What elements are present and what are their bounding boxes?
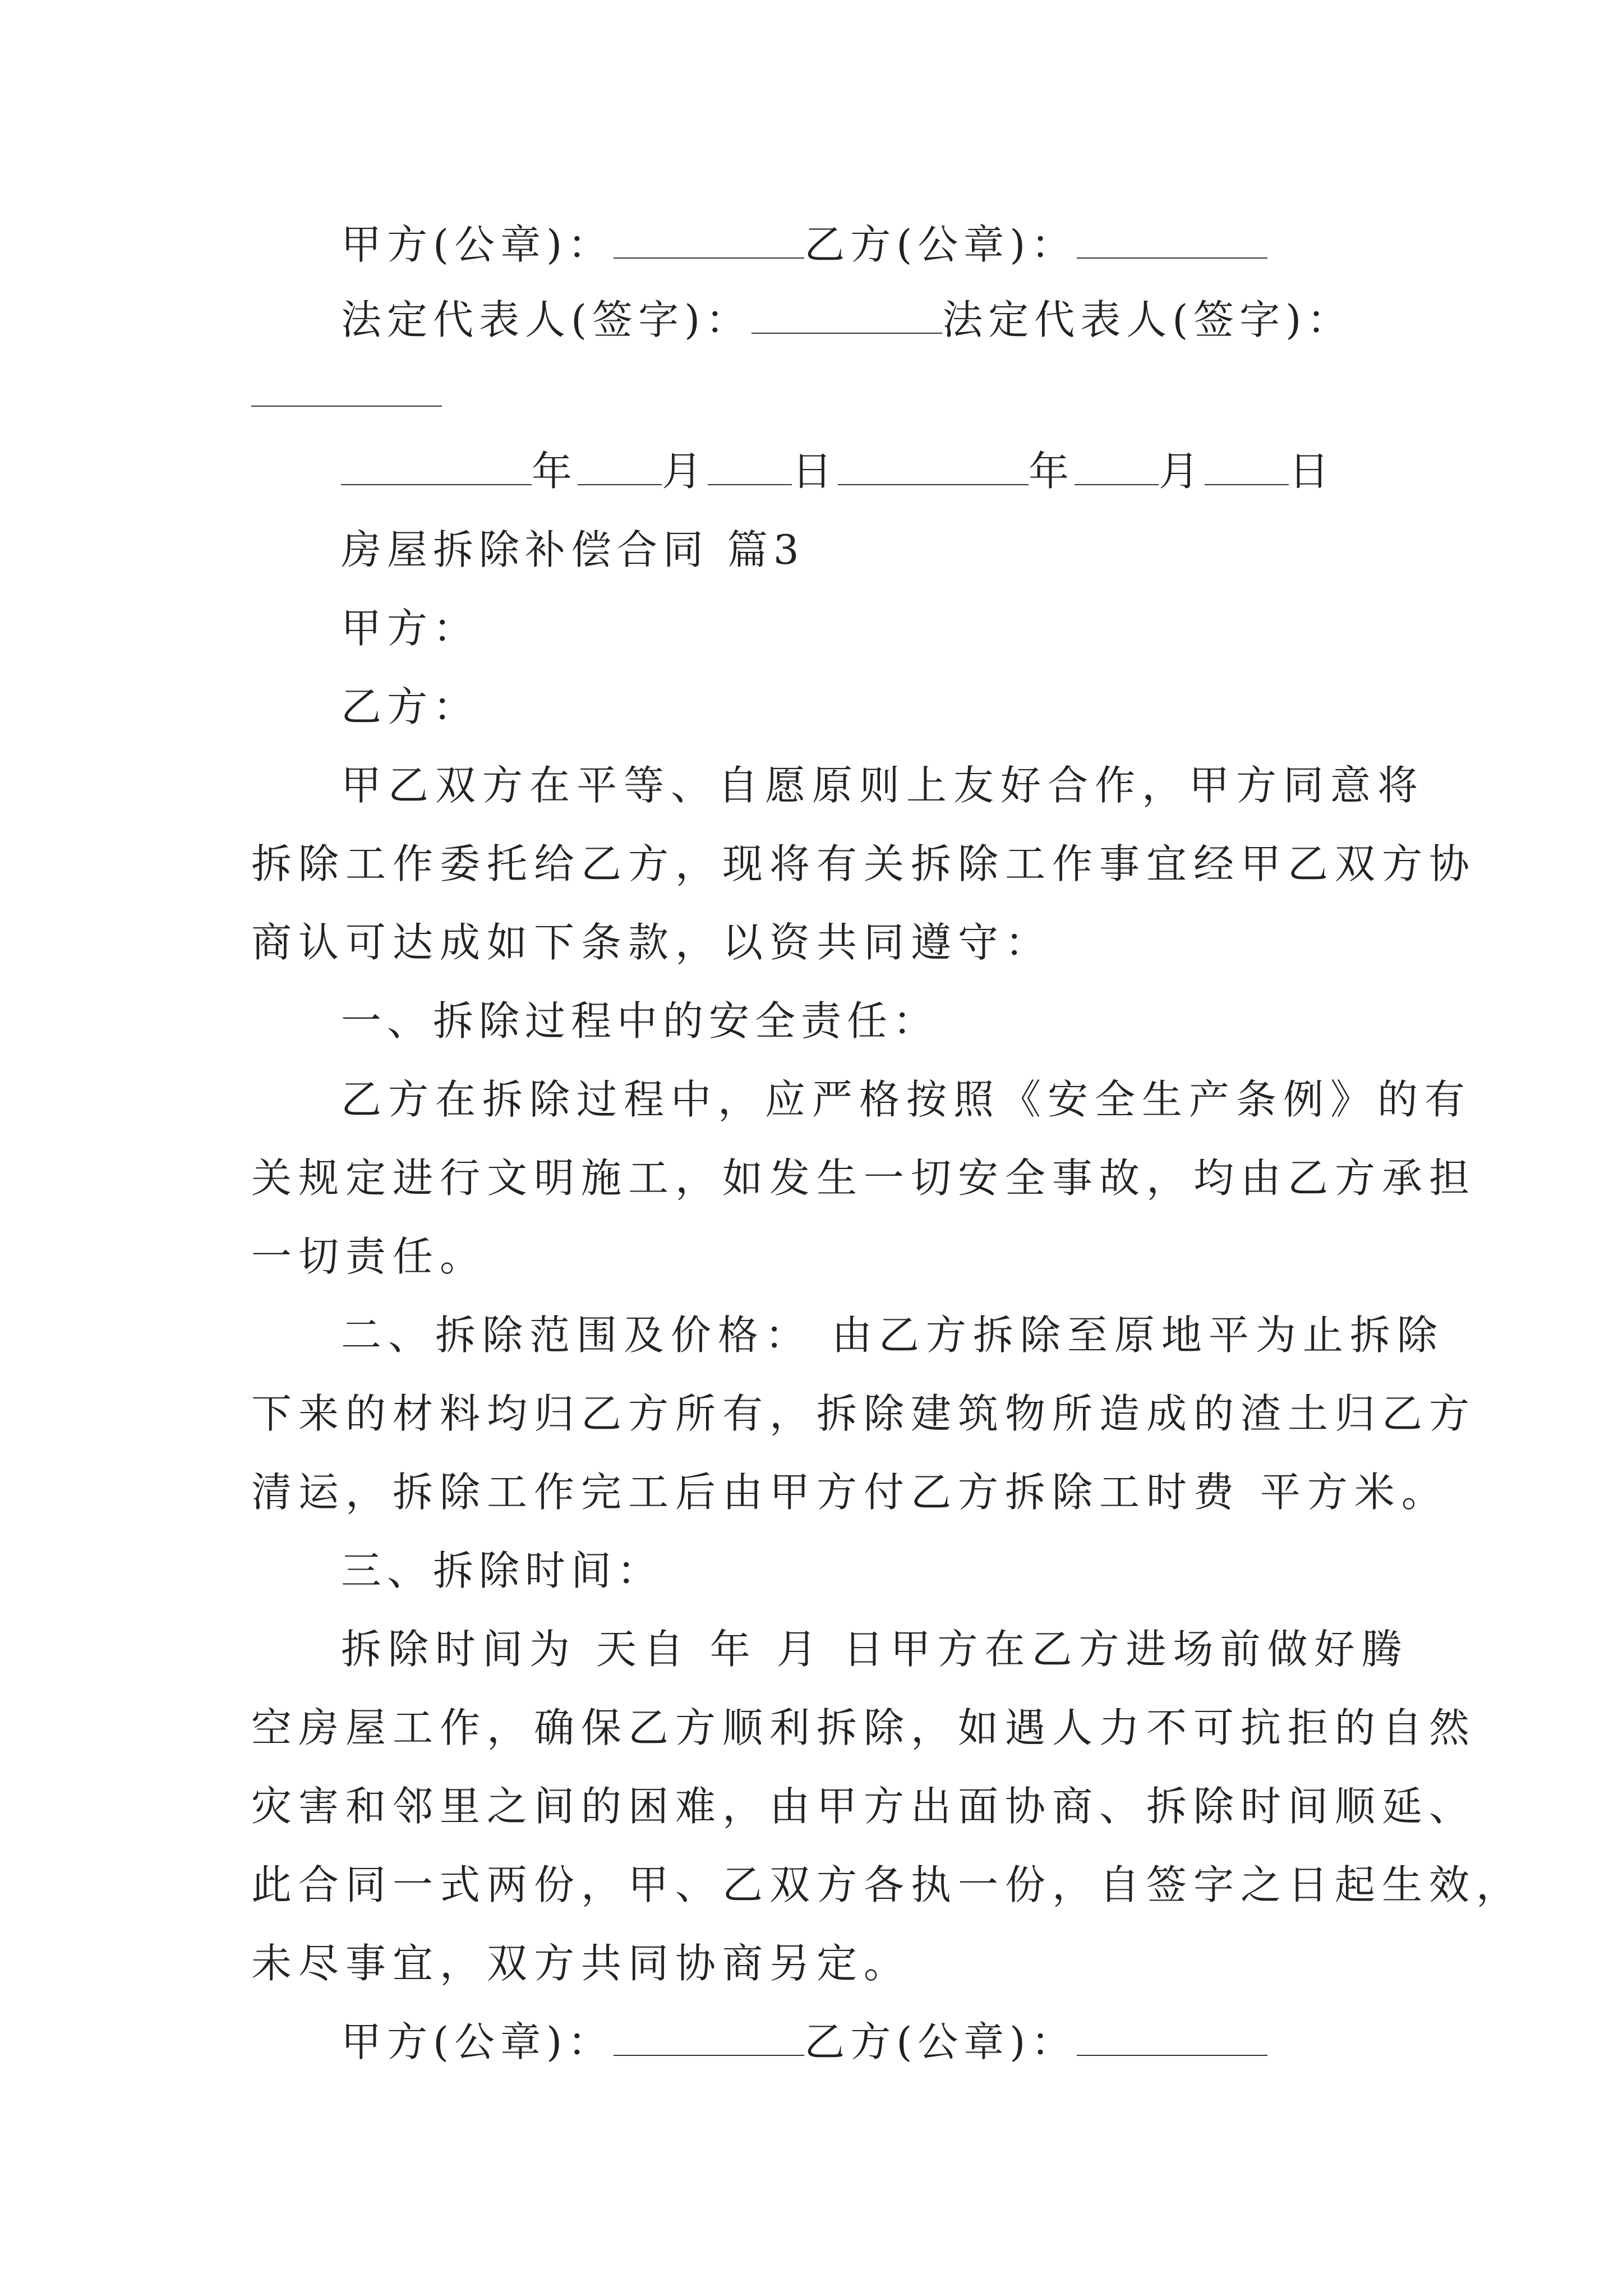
clause-2-line: 二、拆除范围及价格： 由乙方拆除至原地平为止拆除 [341,1312,1444,1359]
day-label-a: 日 [792,448,838,495]
clause-1-line: 乙方在拆除过程中，应严格按照《安全生产条例》的有 [341,1076,1472,1123]
clause-3-line: 未尽事宜，双方共同协商另定。 [251,1940,911,1987]
clause-3-line: 灾害和邻里之间的困难，由甲方出面协商、拆除时间顺延、 [251,1783,1477,1830]
clause-3-line: 此合同一式两份，甲、乙双方各执一份，自签字之日起生效， [251,1861,1524,1908]
clause-3-line: 空房屋工作，确保乙方顺利拆除，如遇人力不可抗拒的自然 [251,1704,1477,1751]
party-a-label: 甲方： [341,605,479,652]
clause-3-title: 三、拆除时间： [341,1547,663,1594]
party-a-seal-blank [614,223,804,259]
party-b-label: 乙方： [341,683,479,730]
party-a-seal-blank [614,2020,804,2056]
intro-line: 商认可达成如下条款，以资共同遵守： [251,919,1053,966]
date-line [341,443,1335,499]
seal-line [341,217,1267,273]
month-label-b: 月 [1159,448,1205,495]
year-blank-b [838,449,1029,485]
party-a-seal-label: 甲方(公章)： [341,221,614,268]
party-b-seal-label: 乙方(公章)： [804,2018,1077,2065]
party-b-seal-blank [1077,223,1267,259]
year-blank-a [341,449,532,485]
clause-1-line: 关规定进行文明施工，如发生一切安全事故，均由乙方承担 [251,1154,1477,1202]
party-b-rep-label: 法定代表人(签字)： [942,296,1353,343]
seal-line-bottom [341,2014,1267,2070]
party-b-rep-blank [251,371,442,407]
day-blank-a [708,449,792,485]
day-label-b: 日 [1289,448,1335,495]
party-b-seal-blank [1077,2020,1267,2056]
section-heading: 房屋拆除补偿合同 篇3 [341,526,805,573]
clause-2-line: 下来的材料均归乙方所有，拆除建筑物所造成的渣土归乙方 [251,1390,1477,1437]
clause-1-title: 一、拆除过程中的安全责任： [341,997,939,1045]
clause-2-line: 清运，拆除工作完工后由甲方付乙方拆除工时费 平方米。 [251,1469,1449,1516]
month-blank-a [578,449,662,485]
day-blank-b [1205,449,1289,485]
representative-blank-line [251,365,442,421]
intro-line: 甲乙双方在平等、自愿原则上友好合作，甲方同意将 [341,762,1425,809]
party-a-seal-label: 甲方(公章)： [341,2018,614,2065]
party-a-rep-blank [751,298,942,334]
representative-line [341,292,1353,348]
clause-1-line: 一切责任。 [251,1233,487,1280]
intro-line: 拆除工作委托给乙方，现将有关拆除工作事宜经甲乙双方协 [251,840,1477,887]
month-label-a: 月 [662,448,708,495]
month-blank-b [1075,449,1159,485]
party-a-rep-label: 法定代表人(签字)： [341,296,752,343]
year-label-a: 年 [532,448,578,495]
year-label-b: 年 [1029,448,1075,495]
party-b-seal-label: 乙方(公章)： [804,221,1077,268]
clause-3-line: 拆除时间为 天自 年 月 日甲方在乙方进场前做好腾 [341,1626,1409,1673]
